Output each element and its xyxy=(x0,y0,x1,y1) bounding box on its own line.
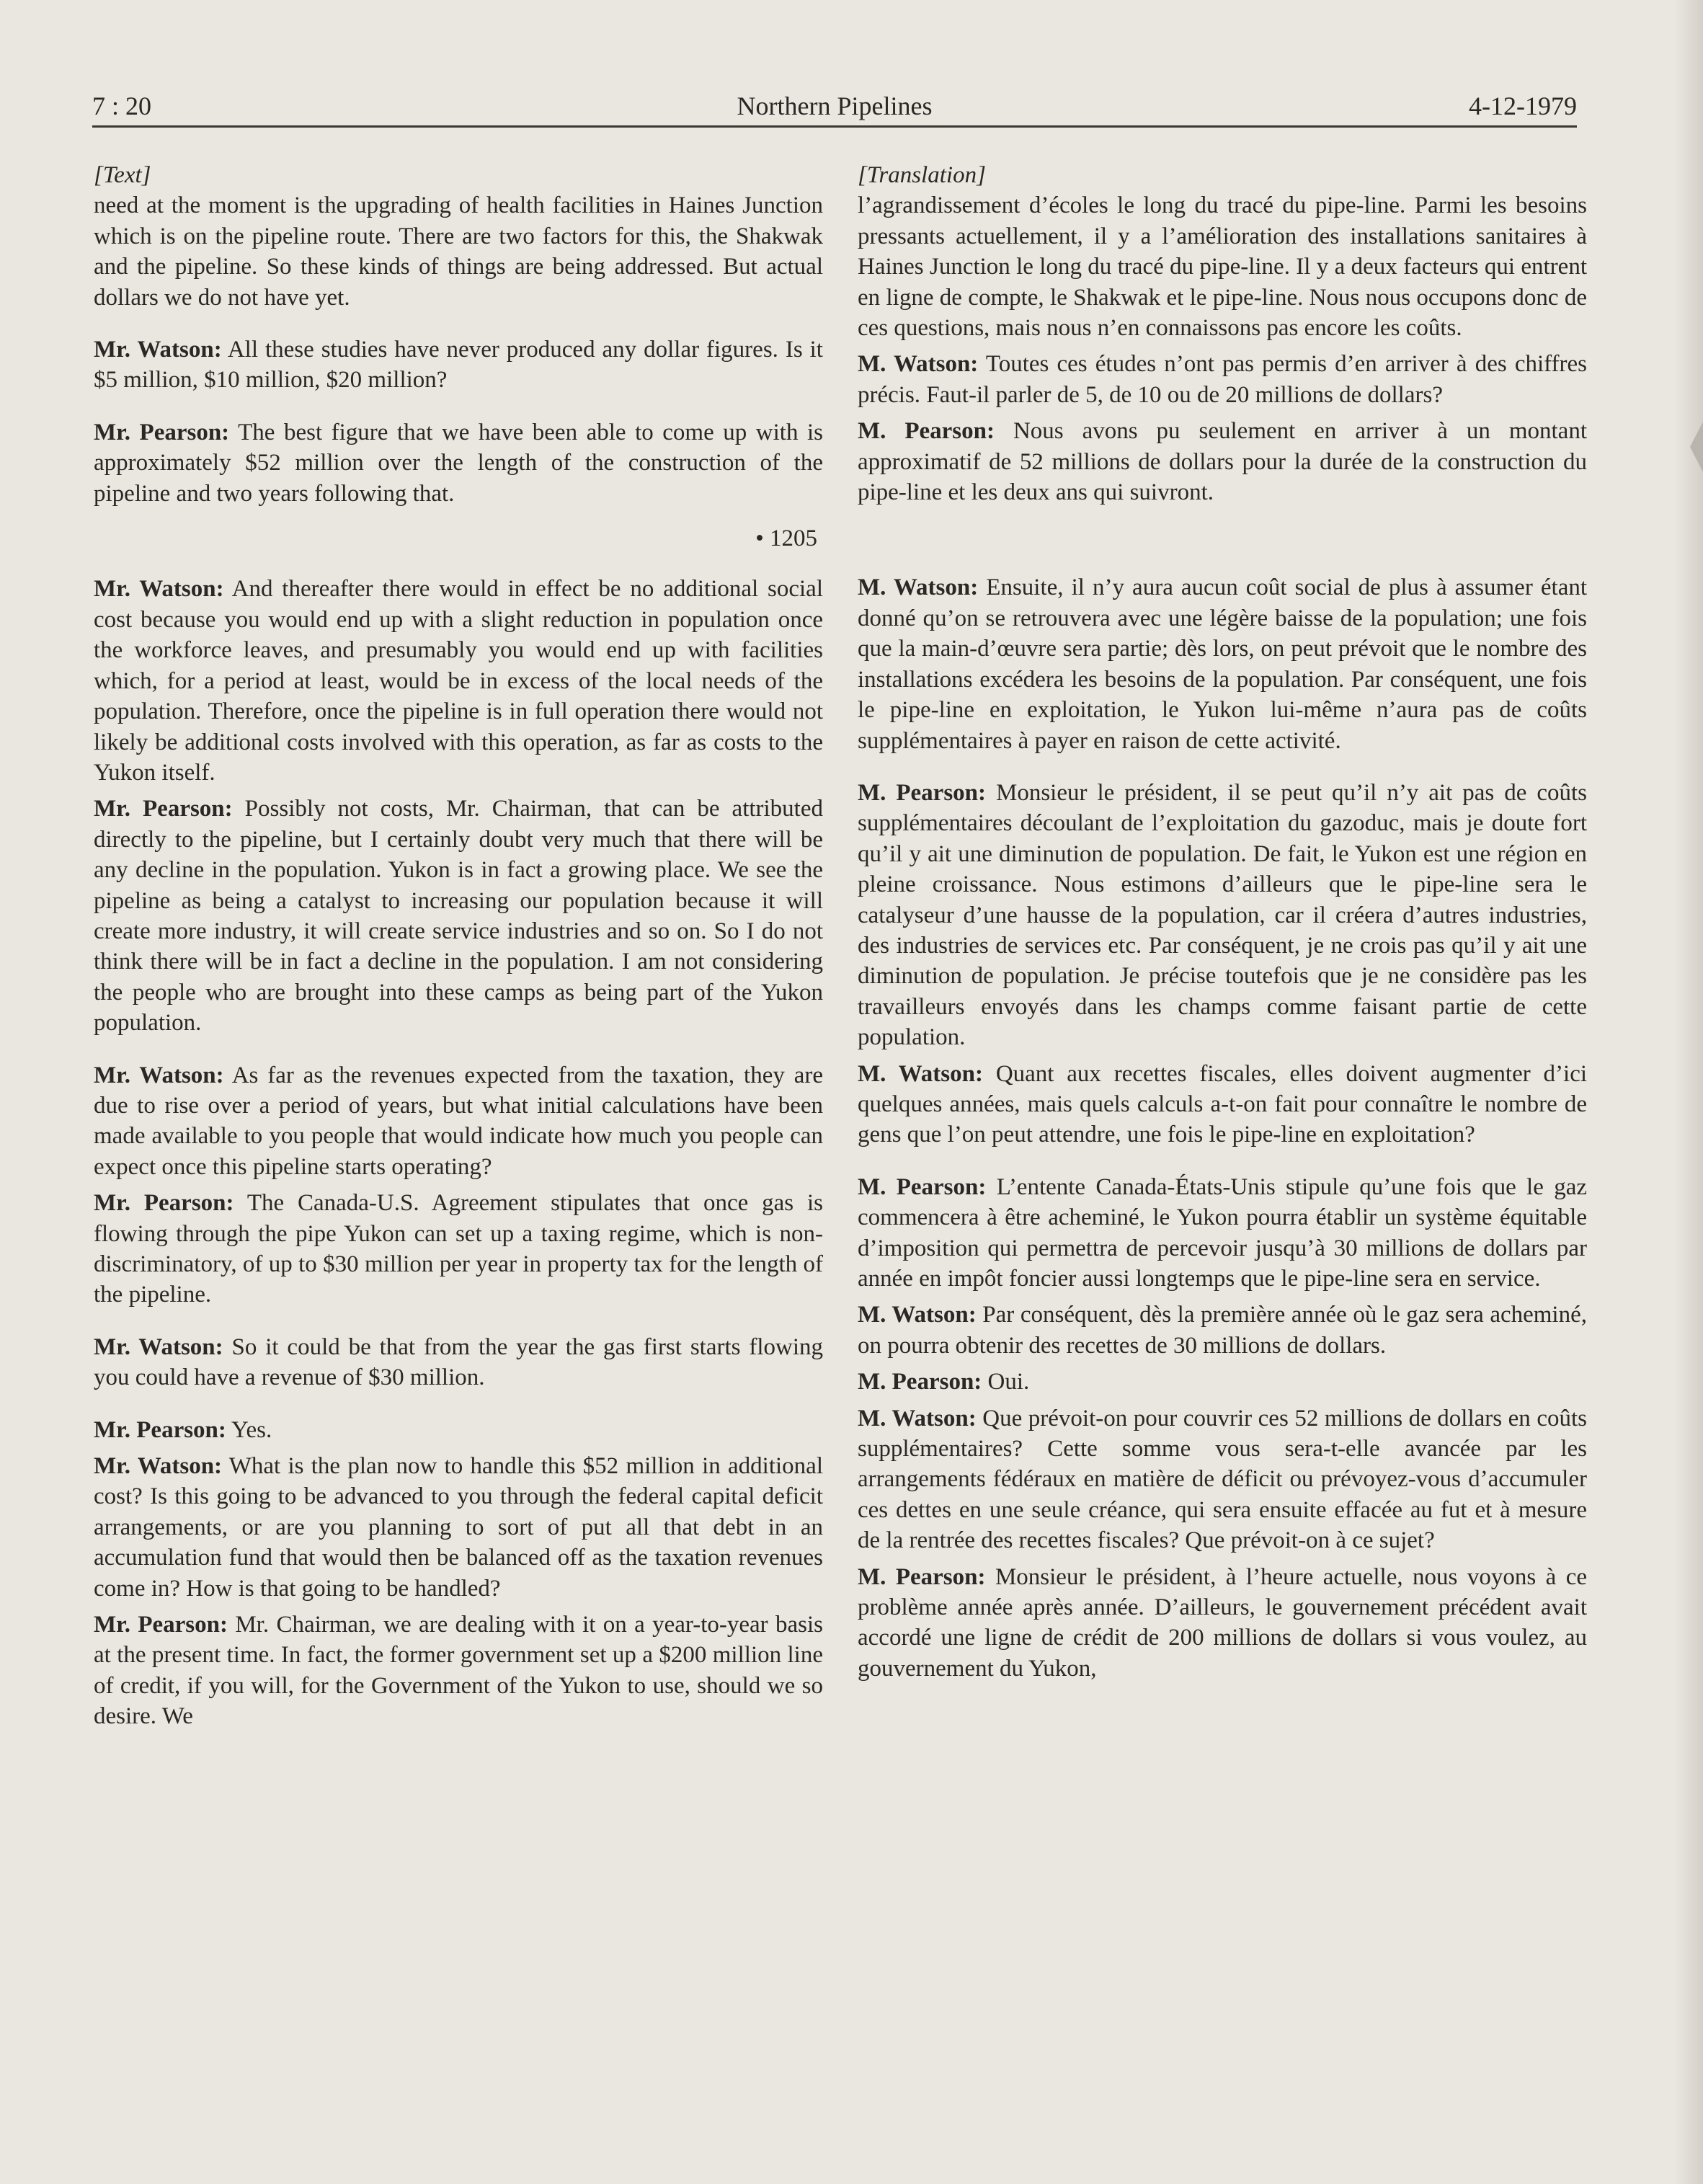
paragraph xyxy=(94,1610,823,1732)
page-number: 7 : 20 xyxy=(92,92,152,120)
english-column xyxy=(94,160,823,1732)
speaker: Mr. Watson: xyxy=(94,1333,223,1360)
speaker: Mr. Pearson: xyxy=(94,1190,234,1217)
paragraph xyxy=(858,1562,1587,1684)
paragraph-text: Ensuite, il n’y aura aucun coût social de plus à assumer étant donné qu’on se retrouvera avec une légère baisse de la population; une fois que la main-d’œuvre sera partie; dès lors, on peut prévoit que le nombre des installations excédera les besoins de la population. Par conséquent, une fois le pipe-line en exploitation, le Yukon lui-même n’aura pas de coûts supplémentaires à payer en raison de cette activité. xyxy=(858,574,1588,754)
paragraph xyxy=(94,1188,823,1310)
paragraph xyxy=(858,1367,1587,1397)
paragraph xyxy=(858,349,1587,410)
speaker: M. Watson: xyxy=(858,574,979,601)
issue-date: 4-12-1979 xyxy=(1469,92,1577,120)
paragraph-text: Nous avons pu seulement en arriver à un montant approximatif de 52 millions de dollars pour la durée de la construction du pipe-line et les deux ans qui suivront. xyxy=(858,418,1587,506)
paragraph xyxy=(858,572,1587,755)
paragraph-text: l’agrandissement d’écoles le long du tracé du pipe-line. Parmi les besoins pressants actuellement, il y a l’amélioration des installations sanitaires à Haines Junction le long du tracé du pipe-line. Il y a deux facteurs qui entrent en ligne de compte, le Shakwak et le pipe-line. Nous nous occupons donc de ces questions, mais nous n’en connaissons pas encore les coûts. xyxy=(858,192,1587,342)
paragraph xyxy=(858,778,1587,1053)
paragraph-text: The best figure that we have been able to come up with is approximately $52 million over the length of the construction of the pipeline and two years following that. xyxy=(94,419,823,507)
paragraph-text: Yes. xyxy=(231,1416,272,1443)
speaker: Mr. Pearson: xyxy=(94,1612,228,1638)
paragraph xyxy=(94,417,823,509)
paragraph-text: Que prévoit-on pour couvrir ces 52 millions de dollars en coûts supplémentaires? Cette somme vous sera-t-elle avancée par les arrangements fédéraux en matière de déficit ou prévoyez-vous d’accumuler ces dettes en une seule créance, qui sera ensuite effacée au fut et à mesure de la rentrée des recettes fiscales? Que prévoit-on à ce sujet? xyxy=(858,1405,1588,1554)
paragraph xyxy=(858,416,1587,507)
speaker: M. Pearson: xyxy=(858,418,995,445)
paragraph-text: Quant aux recettes fiscales, elles doivent augmenter d’ici quelques années, mais quels calculs a-t-on fait pour connaître le nombre de gens que l’on peut attendre, une fois le pipe-line en exploitation? xyxy=(858,1060,1588,1148)
paragraph-text: As far as the revenues expected from the taxation, they are due to rise over a period of years, but what initial calculations have been made available to you people that would indicate how much you people can expect once this pipeline starts operating? xyxy=(94,1062,823,1180)
paragraph-text: need at the moment is the upgrading of health facilities in Haines Junction which is on the pipeline route. There are two factors for this, the Shakwak and the pipeline. So these kinds of things are being addressed. But actual dollars we do not have yet. xyxy=(94,192,823,311)
speaker: M. Watson: xyxy=(858,351,979,378)
paragraph-text: The Canada-U.S. Agreement stipulates that once gas is flowing through the pipe Yukon can set up a taxing regime, which is non-discriminatory, of up to $30 million per year in property tax for the length of the pipeline. xyxy=(94,1190,824,1308)
paragraph xyxy=(858,1059,1587,1150)
paragraph-text: Oui. xyxy=(987,1369,1030,1395)
page-edge-shadow xyxy=(1674,0,1703,2184)
binding-notch xyxy=(1690,422,1703,472)
paragraph xyxy=(94,1332,823,1393)
speaker: Mr. Pearson: xyxy=(94,1416,226,1443)
paragraph xyxy=(858,190,1587,343)
paragraph-text: Mr. Chairman, we are dealing with it on a year-to-year basis at the present time. In fact, the former government set up a $200 million line of credit, if you will, for the Government of the Yukon to use, should we so desire. We xyxy=(94,1612,823,1730)
french-column xyxy=(858,160,1587,1684)
speaker: Mr. Pearson: xyxy=(94,419,230,445)
header-rule xyxy=(92,125,1577,128)
paragraph xyxy=(94,1451,823,1604)
paragraph-text: All these studies have never produced any dollar figures. Is it $5 million, $10 million, $20 million? xyxy=(94,337,823,394)
paragraph xyxy=(858,1403,1587,1556)
paragraph-text: What is the plan now to handle this $52 million in additional cost? Is this going to be advanced to you through the federal capital deficit arrangements, or are you planning to sort of put all that debt in an accumulation fund that would then be balanced off as the taxation revenues come in? How is that going to be handled? xyxy=(94,1453,823,1602)
speaker: M. Pearson: xyxy=(858,1173,987,1200)
paragraph xyxy=(858,1172,1587,1295)
paragraph xyxy=(858,1300,1587,1361)
paragraph xyxy=(94,334,823,396)
paragraph-text: And thereafter there would in effect be no additional social cost because you would end up with a slight reduction in population once the workforce leaves, and presumably you would end up with facilities which, for a period at least, would be in excess of the local needs of the population. Therefore, once the pipeline is in full operation there would not likely be additional costs involved with this operation, as far as costs to the Yukon itself. xyxy=(94,576,823,786)
paragraph-text: L’entente Canada-États-Unis stipule qu’une fois que le gaz commencera à être acheminé, le Yukon pourra établir un système équitable d’imposition qui permettra de percevoir jusqu’à 30 millions de dollars par année en impôt foncier aussi longtemps que le pipe-line sera en service. xyxy=(858,1173,1587,1292)
paragraph xyxy=(94,574,823,788)
paragraph-text: Monsieur le président, à l’heure actuelle, nous voyons à ce problème année après année. D’ailleurs, le gouvernement précédent avait accordé une ligne de crédit de 200 millions de dollars si vous voulez, au gouvernement du Yukon, xyxy=(858,1563,1587,1682)
paragraph-text: Monsieur le président, il se peut qu’il n’y ait pas de coûts supplémentaires découlant de l’exploitation du gazoduc, mais je doute fort qu’il y ait une diminution de population. De fait, le Yukon est une région en pleine croissance. Nous estimons d’ailleurs que le pipe-line sera le catalyseur d’une hausse de la population, car il créera d’autres industries, des industries de services etc. Par conséquent, je ne crois pas qu’il y ait une diminution de population. Je précise toutefois que je ne considère pas les travailleurs envoyés dans les champs comme faisant partie de cette population. xyxy=(858,779,1587,1051)
paragraph-text: Toutes ces études n’ont pas permis d’en arriver à des chiffres précis. Faut-il parler de 5, de 10 ou de 20 millions de dollars? xyxy=(858,351,1588,408)
paragraph-text: Par conséquent, dès la première année où le gaz sera acheminé, on pourra obtenir des recettes de 30 millions de dollars. xyxy=(858,1302,1587,1359)
column-label: [Text] xyxy=(94,162,151,188)
paragraph xyxy=(94,794,823,1038)
publication-title: Northern Pipelines xyxy=(737,92,933,120)
column-label: [Translation] xyxy=(858,162,986,188)
speaker: Mr. Pearson: xyxy=(94,796,233,822)
speaker: M. Pearson: xyxy=(858,1563,986,1590)
speaker: M. Pearson: xyxy=(858,779,987,806)
timestamp: • 1205 xyxy=(755,525,817,552)
speaker: Mr. Watson: xyxy=(94,1062,224,1088)
speaker: M. Watson: xyxy=(858,1060,983,1087)
paragraph xyxy=(94,1415,823,1445)
paragraph xyxy=(94,190,823,313)
speaker: M. Watson: xyxy=(858,1302,977,1328)
speaker: M. Pearson: xyxy=(858,1369,982,1395)
speaker: M. Watson: xyxy=(858,1405,977,1431)
paragraph xyxy=(94,1060,823,1183)
speaker: Mr. Watson: xyxy=(94,337,222,363)
speaker: Mr. Watson: xyxy=(94,576,224,603)
paragraph-text: Possibly not costs, Mr. Chairman, that can be attributed directly to the pipeline, but I certainly doubt very much that there will be any decline in the population. Yukon is in fact a growing place. We see the pipeline as being a catalyst to increasing our population because it will create more industry, it will create service industries and so on. So I do not think there will be in fact a decline in the population. I am not considering the people who are brought into these camps as being part of the Yukon population. xyxy=(94,796,824,1036)
speaker: Mr. Watson: xyxy=(94,1453,223,1480)
paragraph-text: So it could be that from the year the gas first starts flowing you could have a revenue of $30 million. xyxy=(94,1333,824,1391)
